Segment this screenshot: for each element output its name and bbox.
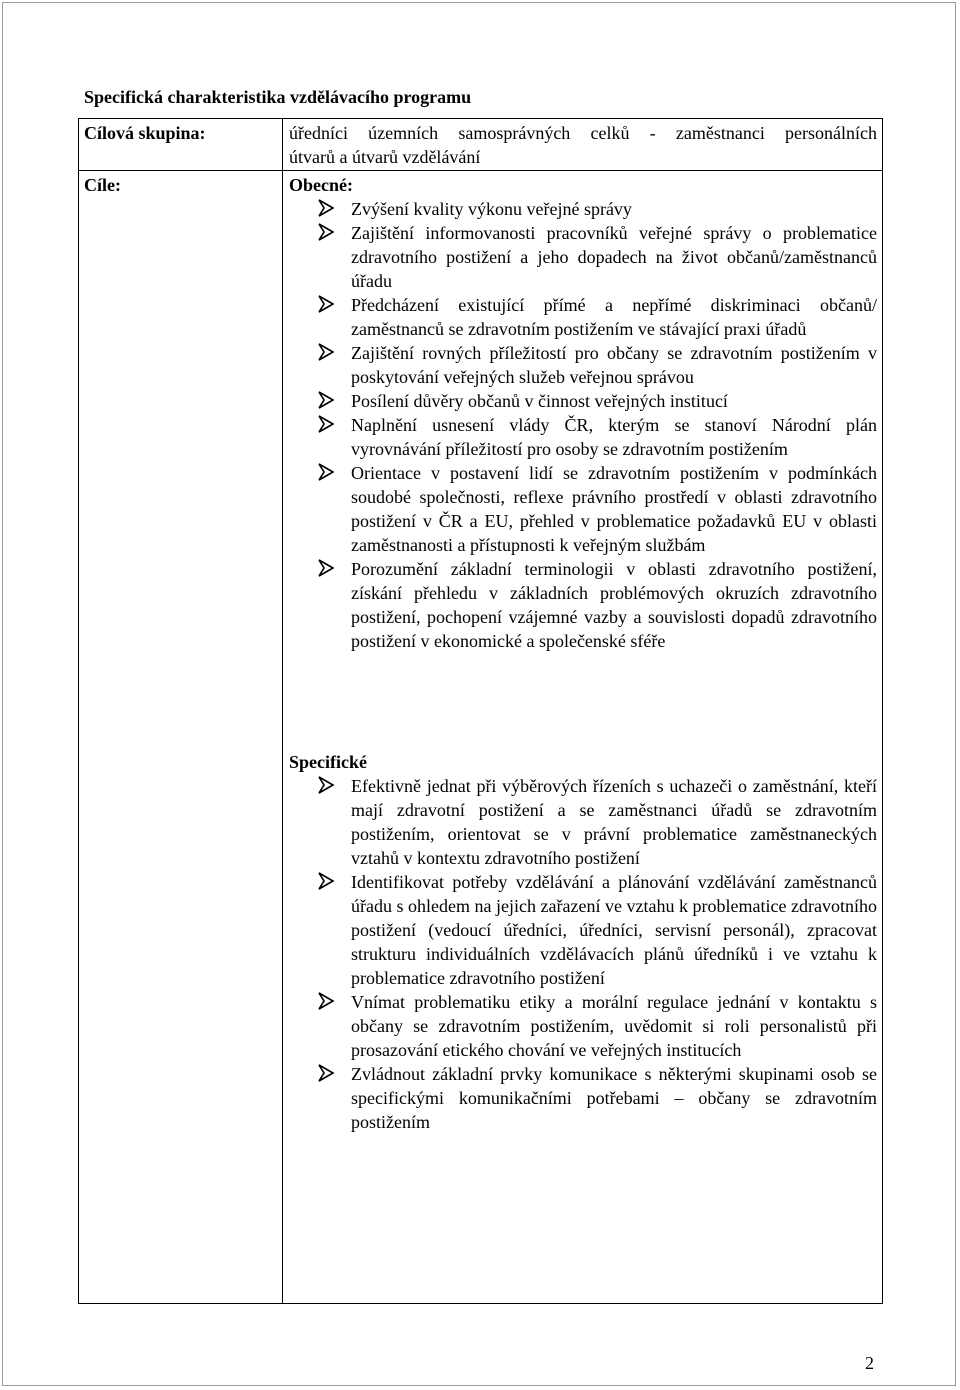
list-item — [289, 774, 877, 870]
list-item-text: Efektivně jednat při výběrových řízeních s uchazeči o zaměstnání, kteří mají zdravotní postižení a se zaměstnanci úřadů se zdravotním postižením, orientovat se v právní problematice zaměstnaneckých vztahů v kontextu zdravotního postižení — [351, 776, 877, 868]
arrow-bullet-icon — [318, 462, 334, 482]
list-item-text: Porozumění základní terminologii v oblasti zdravotního postižení, získání přehledu v základních problémových okruzích zdravotního postižení, pochopení vzájemné vazby a souvislosti dopadů zdravotního postižení v ekonomické a společenské sféře — [351, 559, 877, 651]
table-border-bottom — [78, 1303, 883, 1304]
specific-goals-heading: Specifické — [289, 752, 367, 772]
target-group-line-1: úředníci územních samosprávných celků - zaměstnanci personálních — [289, 123, 877, 143]
list-item-text: Vnímat problematiku etiky a morální regulace jednání v kontaktu s občany se zdravotním postižením, uvědomit si roli personalistů při prosazování etického chování ve veřejných institucích — [351, 992, 877, 1060]
arrow-bullet-icon — [318, 991, 334, 1011]
table-column-divider — [282, 118, 283, 1304]
table-border-top — [78, 118, 883, 119]
list-item-text: Posílení důvěry občanů v činnost veřejných institucí — [351, 391, 728, 411]
table-border-right — [882, 118, 883, 1304]
table-row-divider — [78, 170, 883, 171]
list-item-text: Předcházení existující přímé a nepřímé diskriminaci občanů/ zaměstnanců se zdravotním postižením ve stávající praxi úřadů — [351, 295, 877, 339]
document-title: Specifická charakteristika vzdělávacího programu — [84, 87, 472, 107]
specific-goals-list — [289, 774, 877, 1134]
arrow-bullet-icon — [318, 414, 334, 434]
target-group-value — [289, 121, 877, 169]
list-item — [289, 293, 877, 341]
arrow-bullet-icon — [318, 342, 334, 362]
list-item — [289, 990, 877, 1062]
target-group-label: Cílová skupina: — [84, 123, 206, 143]
list-item — [289, 413, 877, 461]
arrow-bullet-icon — [318, 294, 334, 314]
arrow-bullet-icon — [318, 198, 334, 218]
general-goals-list — [289, 197, 877, 653]
list-item-text: Identifikovat potřeby vzdělávání a plánování vzdělávání zaměstnanců úřadu s ohledem na jejich zařazení ve vztahu k problematice zdravotního postižení (vedoucí úředníci, úředníci, servisní personál), zpracovat strukturu individuálních vzdělávacích plánů úředníků i ve vztahu k problematice zdravotního postižení — [351, 872, 877, 988]
arrow-bullet-icon — [318, 222, 334, 242]
table-border-left — [78, 118, 79, 1304]
arrow-bullet-icon — [318, 775, 334, 795]
page-number: 2 — [865, 1353, 874, 1373]
arrow-bullet-icon — [318, 558, 334, 578]
list-item-text: Zajištění informovanosti pracovníků veřejné správy o problematice zdravotního postižení a jeho dopadech na život občanů/zaměstnanců úřadu — [351, 223, 877, 291]
list-item-text: Zajištění rovných příležitostí pro občany se zdravotním postižením v poskytování veřejných služeb veřejnou správou — [351, 343, 877, 387]
list-item-text: Zvládnout základní prvky komunikace s některými skupinami osob se specifickými komunikačními potřebami – občany se zdravotním postižením — [351, 1064, 877, 1132]
goals-label: Cíle: — [84, 175, 121, 195]
list-item — [289, 870, 877, 990]
list-item — [289, 197, 877, 221]
list-item — [289, 341, 877, 389]
list-item — [289, 557, 877, 653]
arrow-bullet-icon — [318, 871, 334, 891]
list-item — [289, 1062, 877, 1134]
list-item — [289, 389, 877, 413]
target-group-line-2: útvarů a útvarů vzdělávání — [289, 147, 481, 167]
list-item-text: Zvýšení kvality výkonu veřejné správy — [351, 199, 632, 219]
general-goals-heading: Obecné: — [289, 175, 353, 195]
arrow-bullet-icon — [318, 1063, 334, 1083]
arrow-bullet-icon — [318, 390, 334, 410]
list-item-text: Orientace v postavení lidí se zdravotním postižením v podmínkách soudobé společnosti, reflexe právního prostředí v oblasti zdravotního postižení v ČR a EU, přehled v problematice požadavků EU v oblasti zaměstnanosti a přístupnosti k veřejným službám — [351, 463, 877, 555]
list-item — [289, 461, 877, 557]
list-item — [289, 221, 877, 293]
list-item-text: Naplnění usnesení vlády ČR, kterým se stanoví Národní plán vyrovnávání příležitostí pro osoby se zdravotním postižením — [351, 415, 877, 459]
